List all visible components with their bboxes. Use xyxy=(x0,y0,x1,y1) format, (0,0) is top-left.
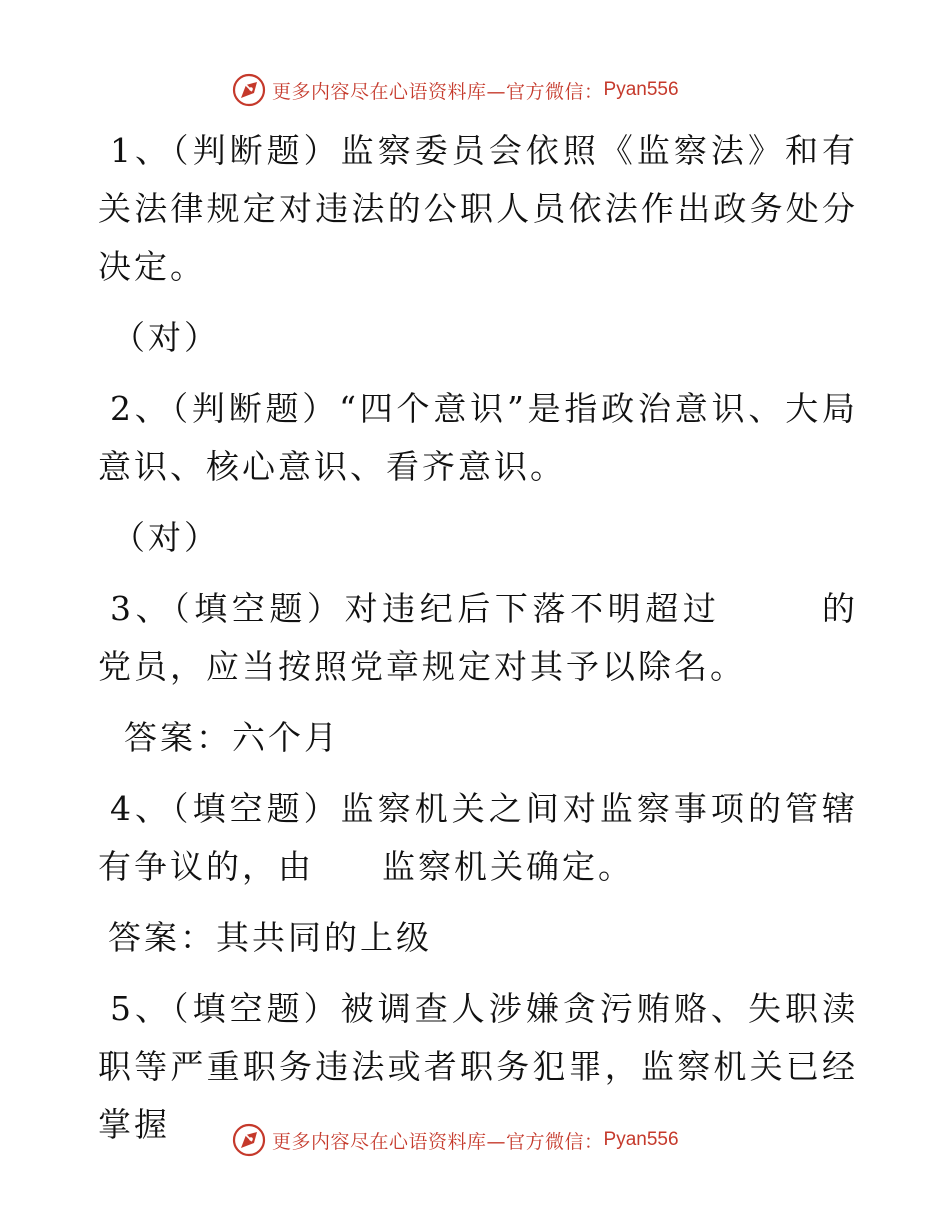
question-1 xyxy=(98,122,858,296)
watermark-text: 更多内容尽在心语资料库—官方微信： xyxy=(272,1130,604,1153)
question-text-continued: 的党员，应当按照党章规定对其予以除名。 xyxy=(98,589,859,686)
answer-4: 答案：其共同的上级 xyxy=(108,918,432,957)
footer-watermark xyxy=(232,1122,679,1158)
question-text-continued: 监察机关确定。 xyxy=(382,847,634,886)
question-number: 2、 xyxy=(110,389,172,428)
question-number: 1、 xyxy=(110,131,173,170)
question-number: 3、 xyxy=(110,589,174,628)
question-number: 5、 xyxy=(110,989,173,1028)
question-text: 被调查人涉嫌贪污贿赂、失职渎职等严重职务违法或者职务犯罪，监察机关已经掌握 xyxy=(98,989,858,1144)
question-text: 对违纪后下落不明超过 xyxy=(344,589,721,628)
question-2 xyxy=(98,380,858,496)
question-text: 监察机关之间对监察事项的管辖有争议的，由 xyxy=(98,789,858,886)
answer-2: （对） xyxy=(112,518,220,557)
question-text: 监察委员会依照《监察法》和有关法律规定对违法的公职人员依法作出政务处分决定。 xyxy=(98,131,858,286)
question-type: （填空题） xyxy=(173,589,345,628)
question-number: 4、 xyxy=(110,789,173,828)
question-3 xyxy=(98,580,858,696)
question-type: （判断题） xyxy=(171,389,340,428)
question-type: （填空题） xyxy=(172,789,341,828)
question-4 xyxy=(98,780,858,896)
watermark-handle: Pyan556 xyxy=(603,79,679,100)
pen-nib-logo-icon xyxy=(232,1123,266,1157)
question-type: （判断题） xyxy=(172,131,341,170)
question-type: （填空题） xyxy=(172,989,341,1028)
watermark-text: 更多内容尽在心语资料库—官方微信： xyxy=(272,80,604,103)
watermark-handle: Pyan556 xyxy=(603,1129,679,1150)
answer-3: 答案：六个月 xyxy=(124,718,340,757)
question-text: “四个意识”是指政治意识、大局意识、核心意识、看齐意识。 xyxy=(98,389,859,486)
answer-1: （对） xyxy=(112,318,220,357)
header-watermark xyxy=(232,72,679,108)
document-body xyxy=(98,122,858,1154)
pen-nib-logo-icon xyxy=(232,73,266,107)
